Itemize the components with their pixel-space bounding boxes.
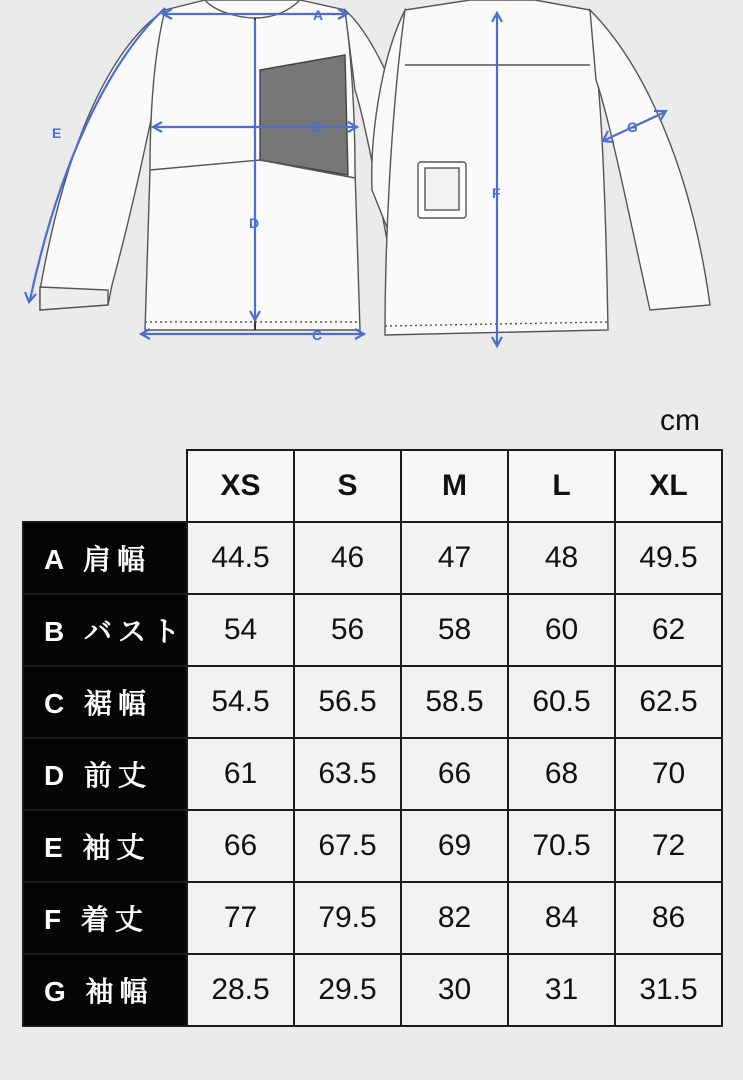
table-row [23, 882, 722, 954]
measurement-label: B バスト [23, 594, 187, 666]
measurement-value: 46 [294, 522, 401, 594]
table-row [23, 666, 722, 738]
label-g: G [627, 119, 638, 135]
measurement-value: 54 [187, 594, 294, 666]
measurement-value: 44.5 [187, 522, 294, 594]
measurement-value: 60.5 [508, 666, 615, 738]
measurement-value: 62.5 [615, 666, 722, 738]
measurement-value: 31 [508, 954, 615, 1026]
measurement-value: 58.5 [401, 666, 508, 738]
table-row [23, 738, 722, 810]
measurement-value: 63.5 [294, 738, 401, 810]
measurement-value: 66 [187, 810, 294, 882]
measurement-value: 31.5 [615, 954, 722, 1026]
measurement-value: 69 [401, 810, 508, 882]
measurement-value: 56 [294, 594, 401, 666]
measurement-value: 54.5 [187, 666, 294, 738]
measurement-value: 62 [615, 594, 722, 666]
measurement-value: 70.5 [508, 810, 615, 882]
size-header-s: S [294, 450, 401, 522]
measurement-label: A 肩幅 [23, 522, 187, 594]
label-a: A [313, 7, 324, 23]
measurement-label: C 裾幅 [23, 666, 187, 738]
jacket-measurement-diagram [0, 0, 743, 360]
table-corner [23, 450, 187, 522]
table-body [23, 522, 722, 1026]
label-f: F [492, 185, 501, 201]
measurement-value: 67.5 [294, 810, 401, 882]
measurement-label: G 袖幅 [23, 954, 187, 1026]
measurement-value: 58 [401, 594, 508, 666]
measurement-label: E 袖丈 [23, 810, 187, 882]
measurement-value: 84 [508, 882, 615, 954]
measurement-value: 28.5 [187, 954, 294, 1026]
label-b: B [312, 119, 323, 135]
measurement-value: 49.5 [615, 522, 722, 594]
size-header-row [23, 450, 722, 522]
size-table [22, 449, 723, 1027]
table-row [23, 594, 722, 666]
measurement-label: D 前丈 [23, 738, 187, 810]
label-c: C [312, 327, 323, 343]
measurement-value: 56.5 [294, 666, 401, 738]
measurement-label: F 着丈 [23, 882, 187, 954]
measurement-value: 29.5 [294, 954, 401, 1026]
measurement-value: 79.5 [294, 882, 401, 954]
measurement-value: 72 [615, 810, 722, 882]
measurement-value: 47 [401, 522, 508, 594]
measurement-value: 86 [615, 882, 722, 954]
size-header-xs: XS [187, 450, 294, 522]
table-row [23, 522, 722, 594]
size-header-xl: XL [615, 450, 722, 522]
table-row [23, 954, 722, 1026]
measurement-value: 30 [401, 954, 508, 1026]
unit-label: cm [660, 404, 700, 437]
jacket-back-view [372, 0, 710, 335]
measurement-value: 68 [508, 738, 615, 810]
measurement-value: 82 [401, 882, 508, 954]
label-d: D [249, 215, 260, 231]
measurement-value: 70 [615, 738, 722, 810]
measurement-value: 66 [401, 738, 508, 810]
measurement-value: 60 [508, 594, 615, 666]
jacket-diagram-svg [0, 0, 743, 360]
measurement-value: 77 [187, 882, 294, 954]
size-header-m: M [401, 450, 508, 522]
label-e: E [52, 125, 62, 141]
size-header-l: L [508, 450, 615, 522]
measurement-value: 61 [187, 738, 294, 810]
table-row [23, 810, 722, 882]
measurement-value: 48 [508, 522, 615, 594]
